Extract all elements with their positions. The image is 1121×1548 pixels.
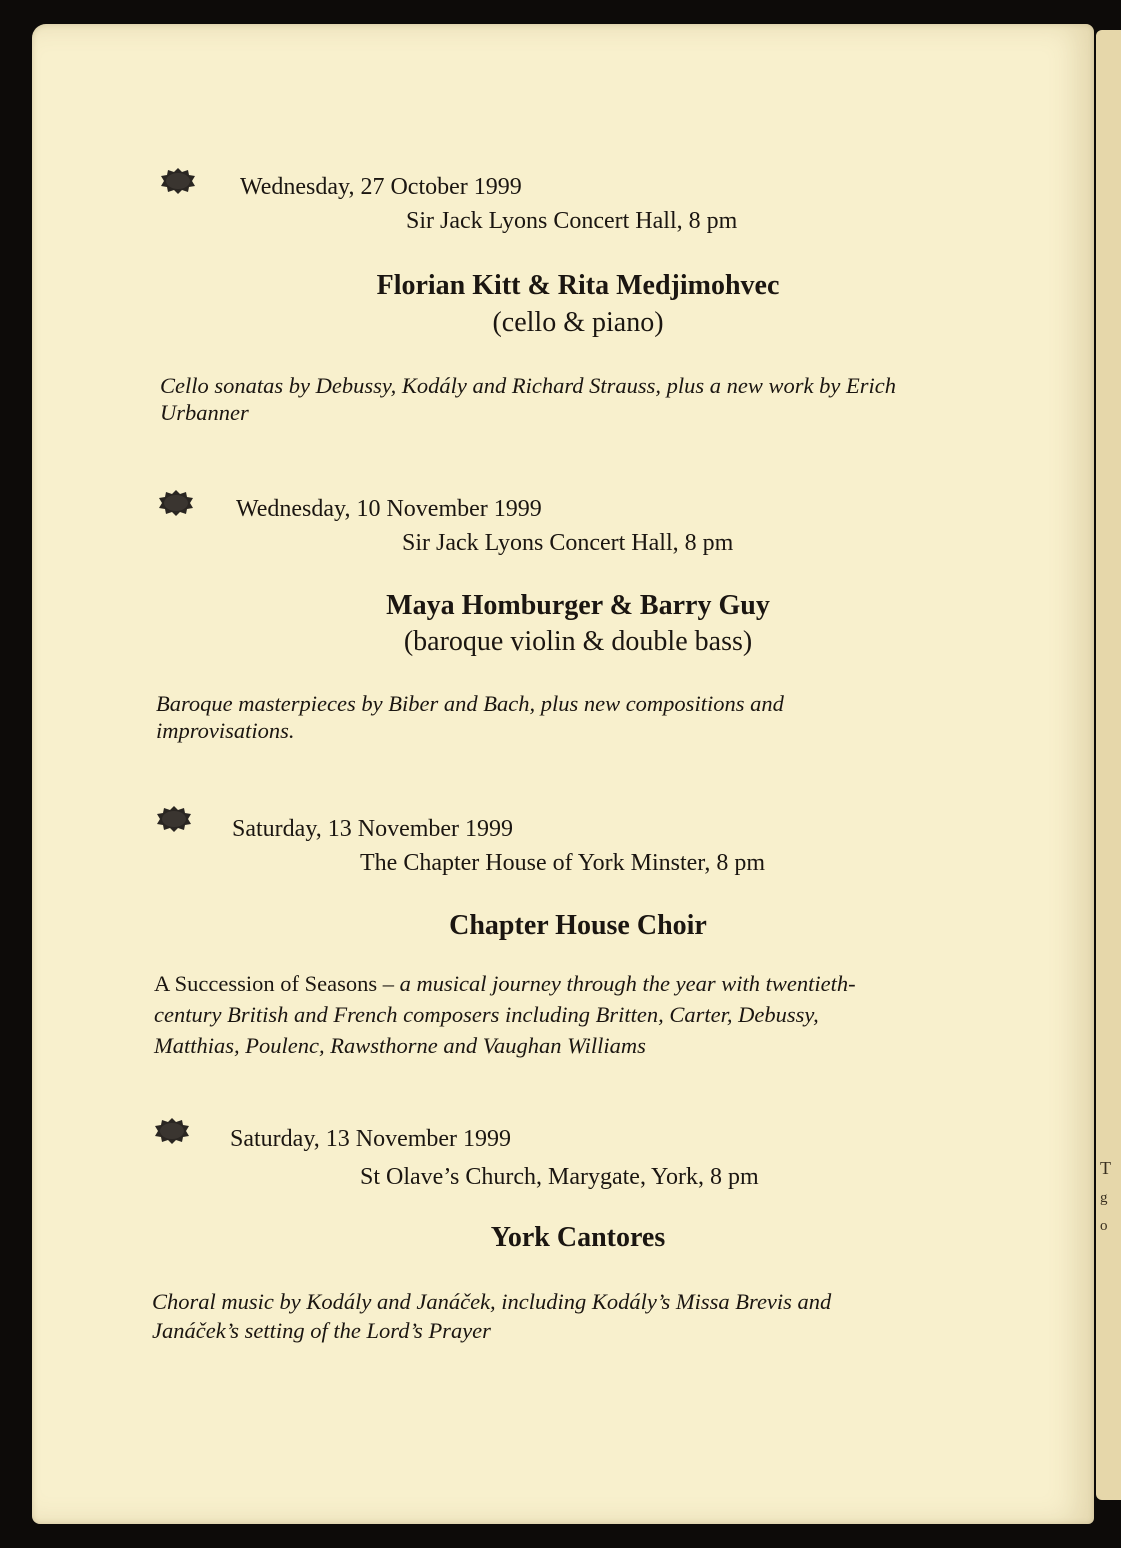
programme-page <box>32 24 1094 1524</box>
starburst-bullet-icon <box>158 490 194 516</box>
event-description <box>160 372 1000 426</box>
event-performer: York Cantores <box>490 1222 666 1253</box>
event-venue: Sir Jack Lyons Concert Hall, 8 pm <box>406 208 738 234</box>
event-date: Wednesday, 10 November 1999 <box>236 496 542 522</box>
event-instruments: (cello & piano) <box>492 307 664 338</box>
event-date: Saturday, 13 November 1999 <box>232 816 514 842</box>
next-page-fragment: g <box>1100 1190 1108 1206</box>
next-page-fragment: T <box>1100 1158 1111 1178</box>
event-venue: St Olave’s Church, Marygate, York, 8 pm <box>360 1164 759 1190</box>
event-description <box>156 690 996 744</box>
event-performer: Maya Homburger & Barry Guy <box>386 590 770 621</box>
event-instruments: (baroque violin & double bass) <box>403 626 753 657</box>
event-date: Wednesday, 27 October 1999 <box>240 174 522 200</box>
event-description <box>152 1288 1012 1344</box>
event-venue: Sir Jack Lyons Concert Hall, 8 pm <box>402 530 734 556</box>
description-line: Urbanner <box>160 400 249 425</box>
description-line: century British and French composers including Britten, Carter, Debussy, <box>154 1002 819 1027</box>
description-line: Cello sonatas by Debussy, Kodály and Richard Strauss, plus a new work by Erich <box>160 373 897 398</box>
event-date: Saturday, 13 November 1999 <box>230 1126 512 1152</box>
event-performer: Florian Kitt & Rita Medjimohvec <box>376 270 780 301</box>
description-title: A Succession of Seasons – <box>154 971 400 996</box>
next-page-edge <box>1096 30 1121 1500</box>
description-line: Choral music by Kodály and Janáček, including Kodály’s Missa Brevis and <box>152 1289 832 1314</box>
event-description <box>154 970 1014 1059</box>
description-line: improvisations. <box>156 718 295 743</box>
event-venue: The Chapter House of York Minster, 8 pm <box>360 850 765 876</box>
description-line: Matthias, Poulenc, Rawsthorne and Vaughan Williams <box>154 1033 646 1058</box>
description-line: Baroque masterpieces by Biber and Bach, plus new compositions and <box>156 691 784 716</box>
starburst-bullet-icon <box>160 168 196 194</box>
starburst-bullet-icon <box>154 1118 190 1144</box>
description-line: Janáček’s setting of the Lord’s Prayer <box>152 1318 491 1343</box>
starburst-bullet-icon <box>156 806 192 832</box>
next-page-fragment: o <box>1100 1218 1108 1234</box>
description-line: A Succession of Seasons – a musical journey through the year with twentieth- <box>154 971 856 996</box>
event-performer: Chapter House Choir <box>449 910 707 941</box>
